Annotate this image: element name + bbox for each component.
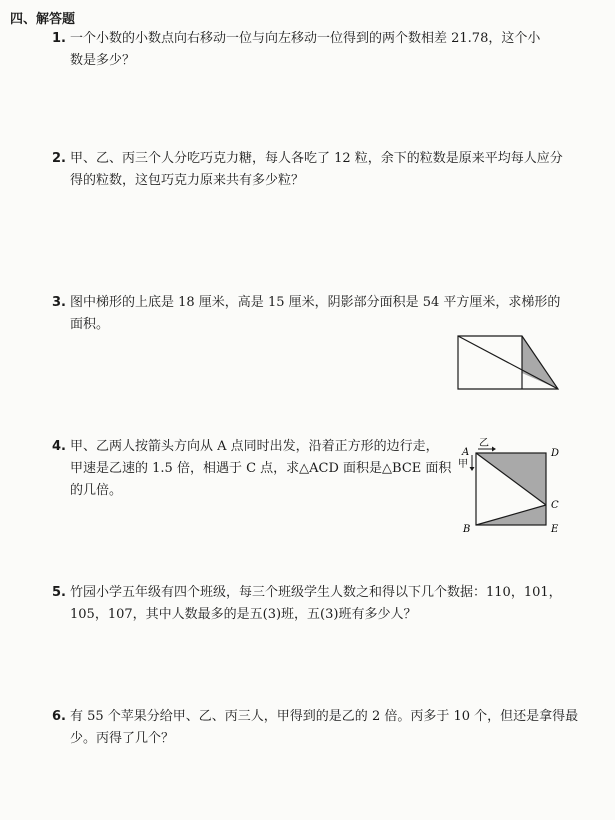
question-number: 4. (52, 439, 66, 454)
question-1 (52, 28, 540, 72)
question-number: 3. (52, 295, 66, 310)
label-c: C (551, 500, 559, 511)
label-a: A (462, 447, 470, 458)
question-text-line: 有 55 个苹果分给甲、乙、丙三人，甲得到的是乙的 2 倍。丙多于 10 个，但还是拿得最 (70, 709, 579, 724)
question-text-line: 一个小数的小数点向右移动一位与向左移动一位得到的两个数相差 21.78，这个小 (70, 31, 541, 46)
question-5 (52, 582, 562, 626)
question-text-line: 竹园小学五年级有四个班级，每三个班级学生人数之和得以下几个数据：110，101， (70, 585, 562, 600)
label-yi: 乙 (479, 438, 489, 449)
question-2 (52, 148, 563, 192)
label-b: B (463, 524, 471, 535)
question-number: 6. (52, 709, 66, 724)
question-text-line: 甲、乙两人按箭头方向从 A 点同时出发，沿着正方形的边行走， (70, 439, 439, 454)
label-jia: 甲 (458, 459, 468, 470)
question-text-line: 数是多少？ (70, 53, 136, 68)
arrow-jia-head (470, 467, 475, 471)
question-text-line: 甲速是乙速的 1.5 倍，相遇于 C 点，求△ACD 面积是△BCE 面积 (70, 461, 452, 476)
label-e: E (551, 524, 559, 535)
question-text-line: 甲、乙、丙三个人分吃巧克力糖，每人各吃了 12 粒，余下的粒数是原来平均每人应分 (70, 151, 563, 166)
arrow-yi-head (492, 447, 496, 452)
question-3 (52, 292, 560, 336)
question-number: 2. (52, 151, 66, 166)
question-text-line: 少。丙得了几个？ (70, 731, 175, 746)
question-text-line: 得的粒数，这包巧克力原来共有多少粒？ (70, 173, 305, 188)
trapezoid-figure (454, 333, 564, 393)
label-d: D (551, 448, 560, 459)
section-title: 四、解答题 (10, 12, 76, 27)
question-number: 1. (52, 31, 66, 46)
question-text-line: 105，107，其中人数最多的是五(3)班，五(3)班有多少人？ (70, 607, 417, 622)
diagonal-line (458, 336, 558, 389)
question-6 (52, 706, 578, 750)
question-text-line: 图中梯形的上底是 18 厘米，高是 15 厘米，阴影部分面积是 54 平方厘米，求梯形的 (70, 295, 561, 310)
question-text-line: 的几倍。 (70, 483, 123, 498)
question-text-line: 面积。 (70, 317, 110, 332)
square-figure (454, 436, 569, 538)
question-4 (52, 436, 451, 502)
question-number: 5. (52, 585, 66, 600)
